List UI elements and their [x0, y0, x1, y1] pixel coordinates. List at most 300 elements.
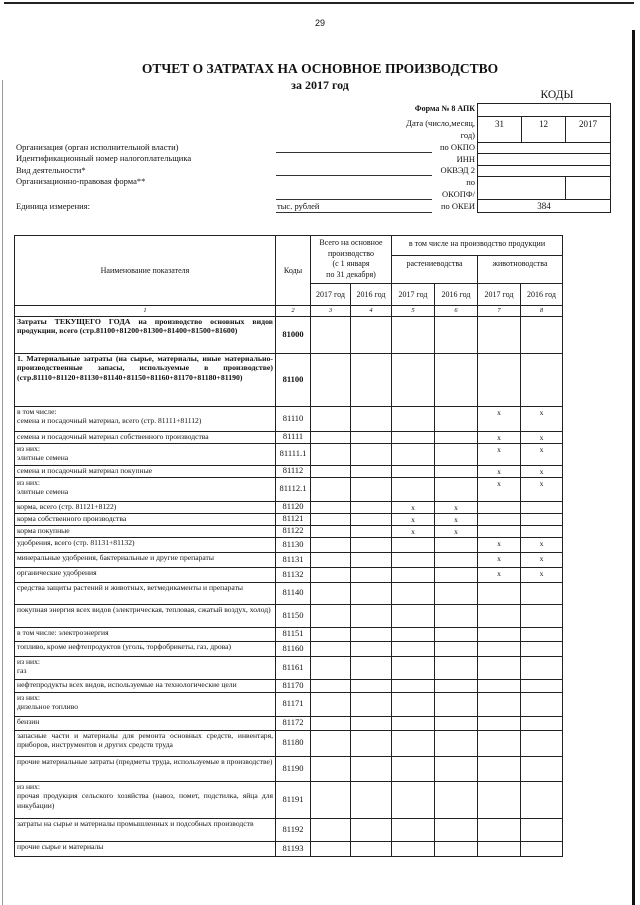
column-number: 8 — [521, 306, 563, 317]
row-code: 81161 — [276, 656, 311, 679]
value-cell[interactable] — [311, 641, 351, 656]
value-cell[interactable] — [435, 641, 478, 656]
table-row — [15, 431, 563, 443]
value-cell[interactable] — [351, 656, 392, 679]
value-cell[interactable] — [311, 552, 351, 567]
value-cell[interactable] — [351, 627, 392, 641]
row-code: 81132 — [276, 567, 311, 582]
date-label: Дата (число,месяц, — [406, 118, 475, 128]
organization-label: Организация (орган исполнительной власти) — [16, 142, 179, 152]
value-cell[interactable] — [478, 818, 521, 841]
row-name-prefix: из них: — [17, 443, 40, 453]
row-name — [15, 582, 276, 604]
value-cell[interactable] — [435, 627, 478, 641]
row-name — [15, 627, 276, 641]
value-cell[interactable] — [392, 679, 435, 692]
value-cell[interactable] — [351, 501, 392, 513]
header-livestock-2017: 2017 год — [478, 284, 521, 306]
value-cell[interactable] — [311, 443, 351, 465]
value-cell[interactable] — [351, 604, 392, 627]
value-cell[interactable] — [311, 431, 351, 443]
legal-form-input-line[interactable] — [276, 199, 432, 200]
value-cell[interactable] — [311, 756, 351, 781]
row-code: 81111.1 — [276, 443, 311, 465]
row-name — [15, 692, 276, 716]
row-code: 81193 — [276, 841, 311, 856]
document-subtitle: за 2017 год — [291, 78, 349, 92]
value-cell[interactable] — [435, 730, 478, 756]
row-name-text: Затраты ТЕКУЩЕГО ГОДА на производство основных видов продукции, всего (стр.81100+81200+81300+81400+81500+81600) — [17, 316, 273, 335]
table-row — [15, 501, 563, 513]
row-name-prefix: из них: — [17, 692, 40, 702]
value-cell[interactable] — [478, 513, 521, 525]
value-cell[interactable] — [521, 316, 563, 353]
table-row — [15, 537, 563, 552]
row-name — [15, 781, 276, 818]
inn-field-label: Идентификационный номер налогоплательщика — [16, 153, 192, 163]
row-name — [15, 641, 276, 656]
value-cell[interactable] — [311, 604, 351, 627]
column-number: 7 — [478, 306, 521, 317]
header-livestock: животноводства — [478, 256, 563, 284]
row-name-text: 1. Материальные затраты (на сырье, материалы, иные материально-производственные запасы, используемые в производстве) (стр.81110+81120+81130+81140+81150+81160+81170+81180+81190) — [17, 353, 273, 382]
legal-form-label: Организационно-правовая форма** — [16, 176, 146, 186]
okfs-box[interactable] — [565, 176, 611, 200]
value-cell[interactable] — [392, 443, 435, 465]
table-row — [15, 443, 563, 465]
cell-not-applicable: x — [478, 431, 521, 443]
row-code: 81120 — [276, 501, 311, 513]
header-total — [311, 236, 392, 284]
date-month-box[interactable]: 12 — [521, 116, 566, 143]
unit-value: тыс. рублей — [277, 201, 320, 211]
value-cell[interactable] — [435, 431, 478, 443]
table-row — [15, 656, 563, 679]
column-numbers-row — [15, 306, 563, 317]
column-number: 4 — [351, 306, 392, 317]
row-code: 81171 — [276, 692, 311, 716]
row-name-text: дизельное топливо — [17, 702, 79, 711]
value-cell[interactable] — [351, 465, 392, 477]
row-code: 81121 — [276, 513, 311, 525]
value-cell[interactable] — [435, 679, 478, 692]
row-name — [15, 679, 276, 692]
table-row — [15, 604, 563, 627]
table-row — [15, 679, 563, 692]
value-cell[interactable] — [311, 841, 351, 856]
value-cell[interactable] — [392, 316, 435, 353]
value-cell[interactable] — [392, 537, 435, 552]
value-cell[interactable] — [392, 567, 435, 582]
table-row — [15, 841, 563, 856]
value-cell[interactable] — [521, 656, 563, 679]
row-code: 81140 — [276, 582, 311, 604]
value-cell[interactable] — [351, 818, 392, 841]
row-name-text: прочая продукция сельского хозяйства (навоз, помет, подстилка, яйца для инкубации) — [17, 791, 273, 810]
row-name — [15, 431, 276, 443]
row-name-text: топливо, кроме нефтепродуктов (уголь, торфобрикеты, газ, дрова) — [17, 641, 232, 651]
value-cell[interactable] — [311, 465, 351, 477]
value-cell[interactable] — [478, 582, 521, 604]
header-including: в том числе на производство продукции — [392, 236, 563, 256]
row-name-text: минеральные удобрения, бактериальные и другие препараты — [17, 552, 214, 562]
value-cell[interactable] — [435, 552, 478, 567]
document-title: ОТЧЕТ О ЗАТРАТАХ НА ОСНОВНОЕ ПРОИЗВОДСТВО — [141, 61, 499, 76]
value-cell[interactable] — [478, 353, 521, 406]
value-cell[interactable] — [478, 679, 521, 692]
row-name — [15, 316, 276, 353]
value-cell[interactable] — [521, 781, 563, 818]
value-cell[interactable] — [435, 818, 478, 841]
value-cell[interactable] — [521, 501, 563, 513]
header-total-line1: Всего на основное — [319, 238, 383, 247]
table-row — [15, 716, 563, 730]
header-livestock-2016: 2016 год — [521, 284, 563, 306]
value-cell[interactable] — [351, 431, 392, 443]
form-code-box[interactable] — [477, 103, 611, 117]
value-cell[interactable] — [351, 841, 392, 856]
value-cell[interactable] — [478, 716, 521, 730]
value-cell[interactable] — [478, 756, 521, 781]
value-cell[interactable] — [521, 513, 563, 525]
header-crop: растениеводства — [392, 256, 478, 284]
value-cell[interactable] — [435, 567, 478, 582]
value-cell[interactable] — [392, 730, 435, 756]
row-name — [15, 465, 276, 477]
row-name — [15, 818, 276, 841]
cell-not-applicable: x — [435, 501, 478, 513]
value-cell[interactable] — [521, 679, 563, 692]
value-cell[interactable] — [392, 627, 435, 641]
value-cell[interactable] — [351, 781, 392, 818]
value-cell[interactable] — [435, 537, 478, 552]
value-cell[interactable] — [311, 525, 351, 537]
costs-table — [14, 235, 563, 857]
unit-input-line — [276, 212, 432, 213]
value-cell[interactable] — [435, 604, 478, 627]
cell-not-applicable: x — [392, 513, 435, 525]
row-name-text: прочие материальные затраты (предметы труда, используемые в производстве) — [17, 756, 273, 766]
header-total-line4: по 31 декабря) — [326, 269, 376, 279]
row-name — [15, 477, 276, 501]
value-cell[interactable] — [521, 756, 563, 781]
cell-not-applicable: x — [521, 477, 563, 501]
value-cell[interactable] — [521, 353, 563, 406]
value-cell[interactable] — [478, 525, 521, 537]
table-row — [15, 353, 563, 406]
column-number: 2 — [276, 306, 311, 317]
value-cell[interactable] — [478, 604, 521, 627]
value-cell[interactable] — [521, 692, 563, 716]
page-number: 29 — [314, 18, 325, 28]
value-cell[interactable] — [478, 730, 521, 756]
value-cell[interactable] — [351, 443, 392, 465]
value-cell[interactable] — [392, 477, 435, 501]
scan-top-border — [4, 2, 634, 4]
row-name — [15, 730, 276, 756]
value-cell[interactable] — [435, 406, 478, 431]
cell-not-applicable: x — [521, 552, 563, 567]
row-name-text: элитные семена — [17, 487, 69, 496]
row-name — [15, 656, 276, 679]
row-name — [15, 716, 276, 730]
okei-label: по ОКЕИ — [440, 201, 475, 211]
value-cell[interactable] — [478, 692, 521, 716]
table-row — [15, 627, 563, 641]
value-cell[interactable] — [521, 818, 563, 841]
row-name — [15, 501, 276, 513]
row-name-text: затраты на сырье и материалы промышленных и подсобных производств — [17, 818, 254, 828]
value-cell[interactable] — [392, 431, 435, 443]
value-cell[interactable] — [478, 501, 521, 513]
cell-not-applicable: x — [435, 525, 478, 537]
row-name-text: в том числе: электроэнергия — [17, 627, 109, 637]
value-cell[interactable] — [311, 716, 351, 730]
row-code: 81191 — [276, 781, 311, 818]
table-row — [15, 406, 563, 431]
value-cell[interactable] — [311, 692, 351, 716]
value-cell[interactable] — [392, 641, 435, 656]
value-cell[interactable] — [478, 316, 521, 353]
header-total-line3: (с 1 января — [332, 259, 370, 268]
table-row — [15, 567, 563, 582]
value-cell[interactable] — [311, 406, 351, 431]
value-cell[interactable] — [392, 756, 435, 781]
table-row — [15, 641, 563, 656]
value-cell[interactable] — [392, 406, 435, 431]
value-cell[interactable] — [351, 552, 392, 567]
value-cell[interactable] — [392, 582, 435, 604]
row-code: 81112 — [276, 465, 311, 477]
value-cell[interactable] — [435, 716, 478, 730]
value-cell[interactable] — [311, 316, 351, 353]
value-cell[interactable] — [311, 730, 351, 756]
row-code: 81000 — [276, 316, 311, 353]
value-cell[interactable] — [311, 818, 351, 841]
okei-box[interactable]: 384 — [477, 199, 611, 213]
value-cell[interactable] — [311, 781, 351, 818]
header-crop-2016: 2016 год — [435, 284, 478, 306]
value-cell[interactable] — [351, 679, 392, 692]
value-cell[interactable] — [435, 465, 478, 477]
value-cell[interactable] — [311, 656, 351, 679]
table-row — [15, 477, 563, 501]
row-code: 81112.1 — [276, 477, 311, 501]
okopf-label-prefix: по — [466, 177, 475, 187]
value-cell[interactable] — [435, 477, 478, 501]
value-cell[interactable] — [351, 513, 392, 525]
value-cell[interactable] — [392, 353, 435, 406]
row-name — [15, 841, 276, 856]
row-name-text: покупная энергия всех видов (электрическая, тепловая, сжатый воздух, холод) — [17, 604, 271, 614]
value-cell[interactable] — [521, 641, 563, 656]
row-name — [15, 443, 276, 465]
row-name-text: газ — [17, 666, 27, 675]
row-code: 81180 — [276, 730, 311, 756]
column-number: 3 — [311, 306, 351, 317]
inn-label: ИНН — [456, 154, 475, 164]
header-total-2016: 2016 год — [351, 284, 392, 306]
value-cell[interactable] — [311, 353, 351, 406]
cell-not-applicable: x — [392, 501, 435, 513]
row-name — [15, 353, 276, 406]
value-cell[interactable] — [478, 841, 521, 856]
form-label: Форма № 8 АПК — [414, 104, 475, 113]
value-cell[interactable] — [311, 537, 351, 552]
row-name-prefix: в том числе: — [17, 406, 57, 416]
value-cell[interactable] — [351, 730, 392, 756]
row-name-text: элитные семена — [17, 453, 69, 462]
table-row — [15, 781, 563, 818]
value-cell[interactable] — [351, 406, 392, 431]
row-name-text: семена и посадочный материал покупные — [17, 465, 153, 475]
value-cell[interactable] — [478, 781, 521, 818]
row-name — [15, 513, 276, 525]
value-cell[interactable] — [351, 641, 392, 656]
date-day-box[interactable]: 31 — [477, 116, 522, 143]
okopf-label: ОКОПФ/ — [442, 189, 475, 199]
value-cell[interactable] — [392, 692, 435, 716]
value-cell[interactable] — [435, 841, 478, 856]
value-cell[interactable] — [311, 582, 351, 604]
value-cell[interactable] — [351, 756, 392, 781]
cell-not-applicable: x — [478, 537, 521, 552]
value-cell[interactable] — [521, 627, 563, 641]
activity-input-line[interactable] — [276, 175, 432, 176]
value-cell[interactable] — [521, 582, 563, 604]
value-cell[interactable] — [435, 781, 478, 818]
table-row — [15, 730, 563, 756]
column-number: 5 — [392, 306, 435, 317]
row-code: 81131 — [276, 552, 311, 567]
row-code: 81100 — [276, 353, 311, 406]
value-cell[interactable] — [392, 716, 435, 730]
value-cell[interactable] — [435, 692, 478, 716]
row-name-text: корма, всего (стр. 81121+8122) — [17, 501, 117, 511]
value-cell[interactable] — [435, 756, 478, 781]
cell-not-applicable: x — [521, 431, 563, 443]
row-name-text: прочие сырье и материалы — [17, 841, 104, 851]
value-cell[interactable] — [435, 656, 478, 679]
value-cell[interactable] — [521, 525, 563, 537]
row-name — [15, 537, 276, 552]
row-name — [15, 552, 276, 567]
value-cell[interactable] — [435, 582, 478, 604]
row-name — [15, 604, 276, 627]
cell-not-applicable: x — [392, 525, 435, 537]
row-code: 81170 — [276, 679, 311, 692]
header-total-2017: 2017 год — [311, 284, 351, 306]
cell-not-applicable: x — [478, 406, 521, 431]
value-cell[interactable] — [435, 353, 478, 406]
value-cell[interactable] — [521, 604, 563, 627]
value-cell[interactable] — [392, 656, 435, 679]
cell-not-applicable: x — [521, 537, 563, 552]
okved-label: ОКВЭД 2 — [440, 165, 475, 175]
organization-input-line[interactable] — [276, 152, 432, 153]
value-cell[interactable] — [478, 641, 521, 656]
date-year-box[interactable]: 2017 — [565, 116, 611, 143]
value-cell[interactable] — [435, 316, 478, 353]
value-cell[interactable] — [351, 525, 392, 537]
row-name — [15, 525, 276, 537]
value-cell[interactable] — [351, 316, 392, 353]
value-cell[interactable] — [351, 537, 392, 552]
row-name-text: семена и посадочный материал собственного производства — [17, 431, 209, 441]
row-code: 81172 — [276, 716, 311, 730]
table-row — [15, 552, 563, 567]
value-cell[interactable] — [311, 567, 351, 582]
value-cell[interactable] — [351, 582, 392, 604]
value-cell[interactable] — [311, 627, 351, 641]
value-cell[interactable] — [392, 552, 435, 567]
value-cell[interactable] — [311, 501, 351, 513]
value-cell[interactable] — [392, 781, 435, 818]
cell-not-applicable: x — [521, 567, 563, 582]
unit-label: Единица измерения: — [16, 201, 90, 211]
okopf-box[interactable] — [477, 176, 566, 200]
value-cell[interactable] — [478, 627, 521, 641]
value-cell[interactable] — [311, 513, 351, 525]
row-name-text: запасные части и материалы для ремонта основных средств, инвентаря, приборов, инструментов и других средств труда — [17, 730, 273, 749]
scan-right-border — [632, 30, 635, 905]
date-label-year: год) — [460, 130, 475, 140]
row-name — [15, 756, 276, 781]
value-cell[interactable] — [351, 716, 392, 730]
column-number: 1 — [15, 306, 276, 317]
value-cell[interactable] — [392, 465, 435, 477]
activity-label: Вид деятельности* — [16, 165, 86, 175]
cell-not-applicable: x — [478, 552, 521, 567]
header-code: Коды — [276, 236, 311, 306]
cell-not-applicable: x — [435, 513, 478, 525]
column-number: 6 — [435, 306, 478, 317]
value-cell[interactable] — [351, 477, 392, 501]
value-cell[interactable] — [351, 353, 392, 406]
row-name-text: удобрения, всего (стр. 81131+81132) — [17, 537, 135, 547]
table-row — [15, 316, 563, 353]
value-cell[interactable] — [311, 679, 351, 692]
row-name-text: корма покупные — [17, 525, 70, 535]
value-cell[interactable] — [392, 604, 435, 627]
header-name: Наименование показателя — [15, 236, 276, 306]
cell-not-applicable: x — [478, 567, 521, 582]
cell-not-applicable: x — [478, 465, 521, 477]
value-cell[interactable] — [521, 716, 563, 730]
table-row — [15, 692, 563, 716]
value-cell[interactable] — [435, 443, 478, 465]
row-name-prefix: из них: — [17, 477, 40, 487]
value-cell[interactable] — [392, 818, 435, 841]
value-cell[interactable] — [521, 841, 563, 856]
row-code: 81151 — [276, 627, 311, 641]
value-cell[interactable] — [392, 841, 435, 856]
table-row — [15, 756, 563, 781]
row-code: 81110 — [276, 406, 311, 431]
value-cell[interactable] — [351, 692, 392, 716]
row-code: 81111 — [276, 431, 311, 443]
row-name-text: нефтепродукты всех видов, используемые на технологические цели — [17, 679, 237, 689]
value-cell[interactable] — [478, 656, 521, 679]
value-cell[interactable] — [521, 730, 563, 756]
row-name-text: средства защиты растений и животных, ветмедикаменты и препараты — [17, 582, 243, 592]
cell-not-applicable: x — [521, 406, 563, 431]
value-cell[interactable] — [351, 567, 392, 582]
scan-left-border — [2, 80, 3, 905]
cell-not-applicable: x — [521, 443, 563, 465]
value-cell[interactable] — [311, 477, 351, 501]
table-row — [15, 525, 563, 537]
